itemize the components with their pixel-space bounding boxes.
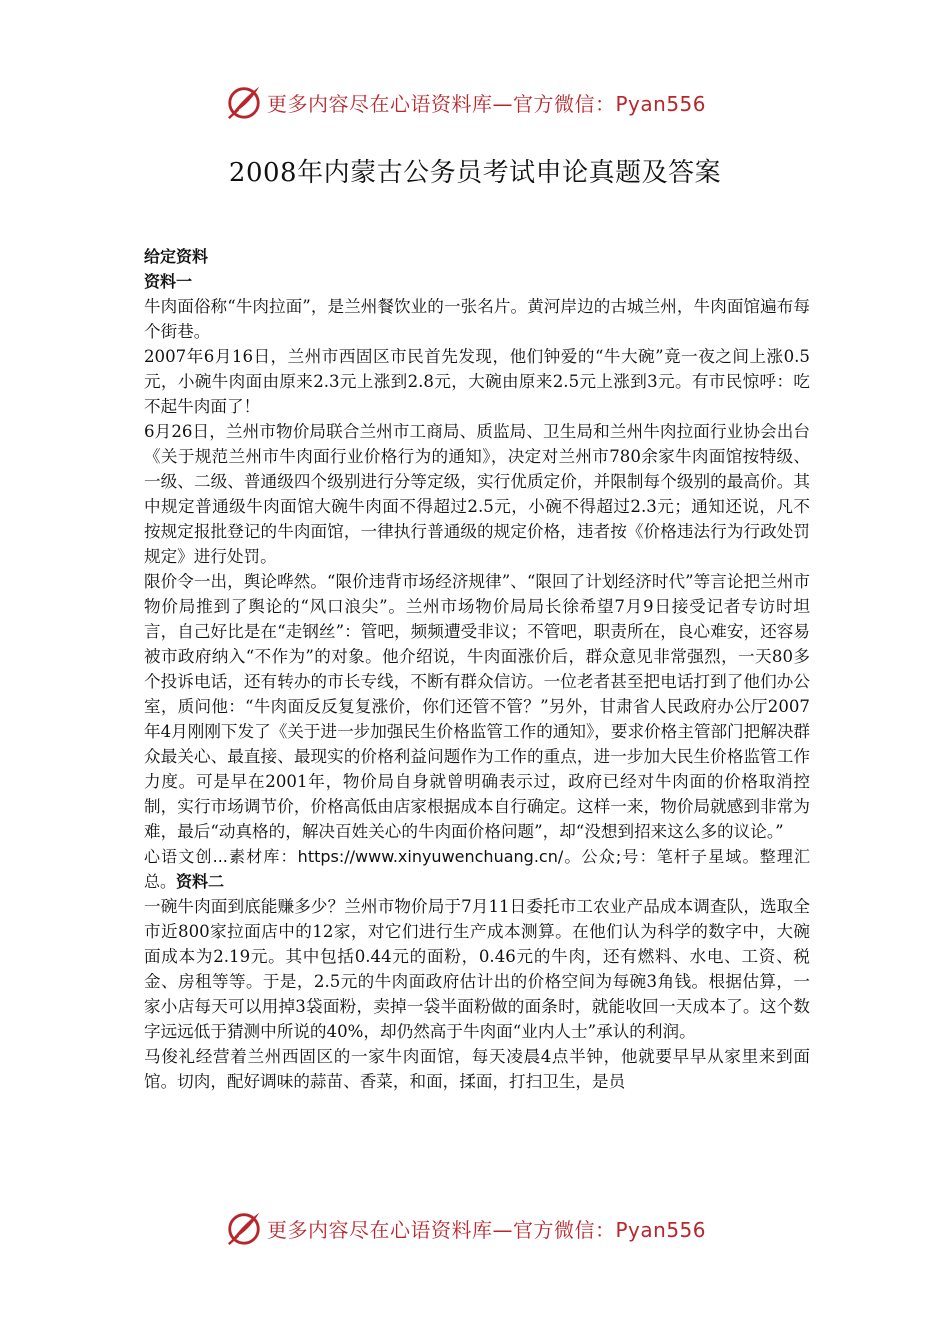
material-two-heading: 资料二 — [176, 872, 225, 891]
feather-pen-circle-icon — [225, 83, 263, 121]
paragraph: 牛肉面俗称“牛肉拉面”，是兰州餐饮业的一张名片。黄河岸边的古城兰州，牛肉面馆遍布每个街巷。 — [144, 297, 810, 341]
page-title: 2008年内蒙古公务员考试申论真题及答案 — [228, 158, 722, 188]
promo-line — [144, 844, 810, 894]
paragraph: 马俊礼经营着兰州西固区的一家牛肉面馆，每天凌晨4点半钟，他就要早早从家里来到面馆。切肉，配好调味的蒜苗、香菜，和面，揉面，打扫卫生，是员 — [144, 1047, 810, 1091]
paragraph: 限价令一出，舆论哗然。“限价违背市场经济规律”、“限回了计划经济时代”等言论把兰州市物价局推到了舆论的“风口浪尖”。兰州市场物价局局长徐希望7月9日接受记者专访时坦言，自己好比是在“走钢丝”：管吧，频频遭受非议；不管吧，职责所在，良心难安，还容易被市政府纳入“不作为”的对象。他介绍说，牛肉面涨价后，群众意见非常强烈，一天80多个投诉电话，还有转办的市长专线，不断有群众信访。一位老者甚至把电话打到了他们办公室，质问他：“牛肉面反反复复涨价，你们还管不管？”另外，甘肃省人民政府办公厅2007年4月刚刚下发了《关于进一步加强民生价格监管工作的通知》，要求价格主管部门把解决群众最关心、最直接、最现实的价格利益问题作为工作的重点，进一步加大民生价格监管工作力度。可是早在2001年，物价局自身就曾明确表示过，政府已经对牛肉面的价格取消控制，实行市场调节价，价格高低由店家根据成本自行确定。这样一来，物价局就感到非常为难，最后“动真格的，解决百姓关心的牛肉面价格问题”，却“没想到招来这么多的议论。” — [144, 572, 811, 841]
watermark-text: 更多内容尽在心语资料库—官方微信：Pyan556 — [267, 91, 707, 116]
watermark-banner-top — [225, 82, 745, 122]
paragraph: 2007年6月16日，兰州市西固区市民首先发现，他们钟爱的“牛大碗”竟一夜之间上涨0.5元，小碗牛肉面由原来2.3元上涨到2.8元，大碗由原来2.5元上涨到3元。有市民惊呼：吃不起牛肉面了！ — [144, 347, 810, 416]
document-body — [144, 244, 810, 1094]
watermark-text: 更多内容尽在心语资料库—官方微信：Pyan556 — [267, 1217, 707, 1242]
feather-pen-circle-icon — [225, 1209, 263, 1247]
promo-text: 心语文创...素材库：https://www.xinyuwenchuang.cn/。公众;号：笔杆子星域。整理汇总。 — [144, 847, 810, 891]
watermark-banner-bottom — [225, 1208, 745, 1248]
paragraph: 一碗牛肉面到底能赚多少？兰州市物价局于7月11日委托市工农业产品成本调查队，选取全市近800家拉面店中的12家，对它们进行生产成本测算。在他们认为科学的数字中，大碗面成本为2.19元。其中包括0.44元的面粉，0.46元的牛肉，还有燃料、水电、工资、税金、房租等等。于是，2.5元的牛肉面政府估计出的价格空间为每碗3角钱。根据估算，一家小店每天可以用掉3袋面粉，卖掉一袋半面粉做的面条时，就能收回一天成本了。这个数字远远低于猜测中所说的40%，却仍然高于牛肉面“业内人士”承认的利润。 — [144, 897, 810, 1041]
material-one-heading: 资料一 — [144, 272, 193, 291]
section-heading: 给定资料 — [144, 247, 209, 266]
paragraph: 6月26日，兰州市物价局联合兰州市工商局、质监局、卫生局和兰州牛肉拉面行业协会出台《关于规范兰州市牛肉面行业价格行为的通知》，决定对兰州市780余家牛肉面馆按特级、一级、二级、普通级四个级别进行分等定级，实行优质定价，并限制每个级别的最高价。其中规定普通级牛肉面馆大碗牛肉面不得超过2.5元，小碗不得超过2.3元；通知还说，凡不按规定报批登记的牛肉面馆，一律执行普通级的规定价格，违者按《价格违法行为行政处罚规定》进行处罚。 — [144, 422, 810, 566]
